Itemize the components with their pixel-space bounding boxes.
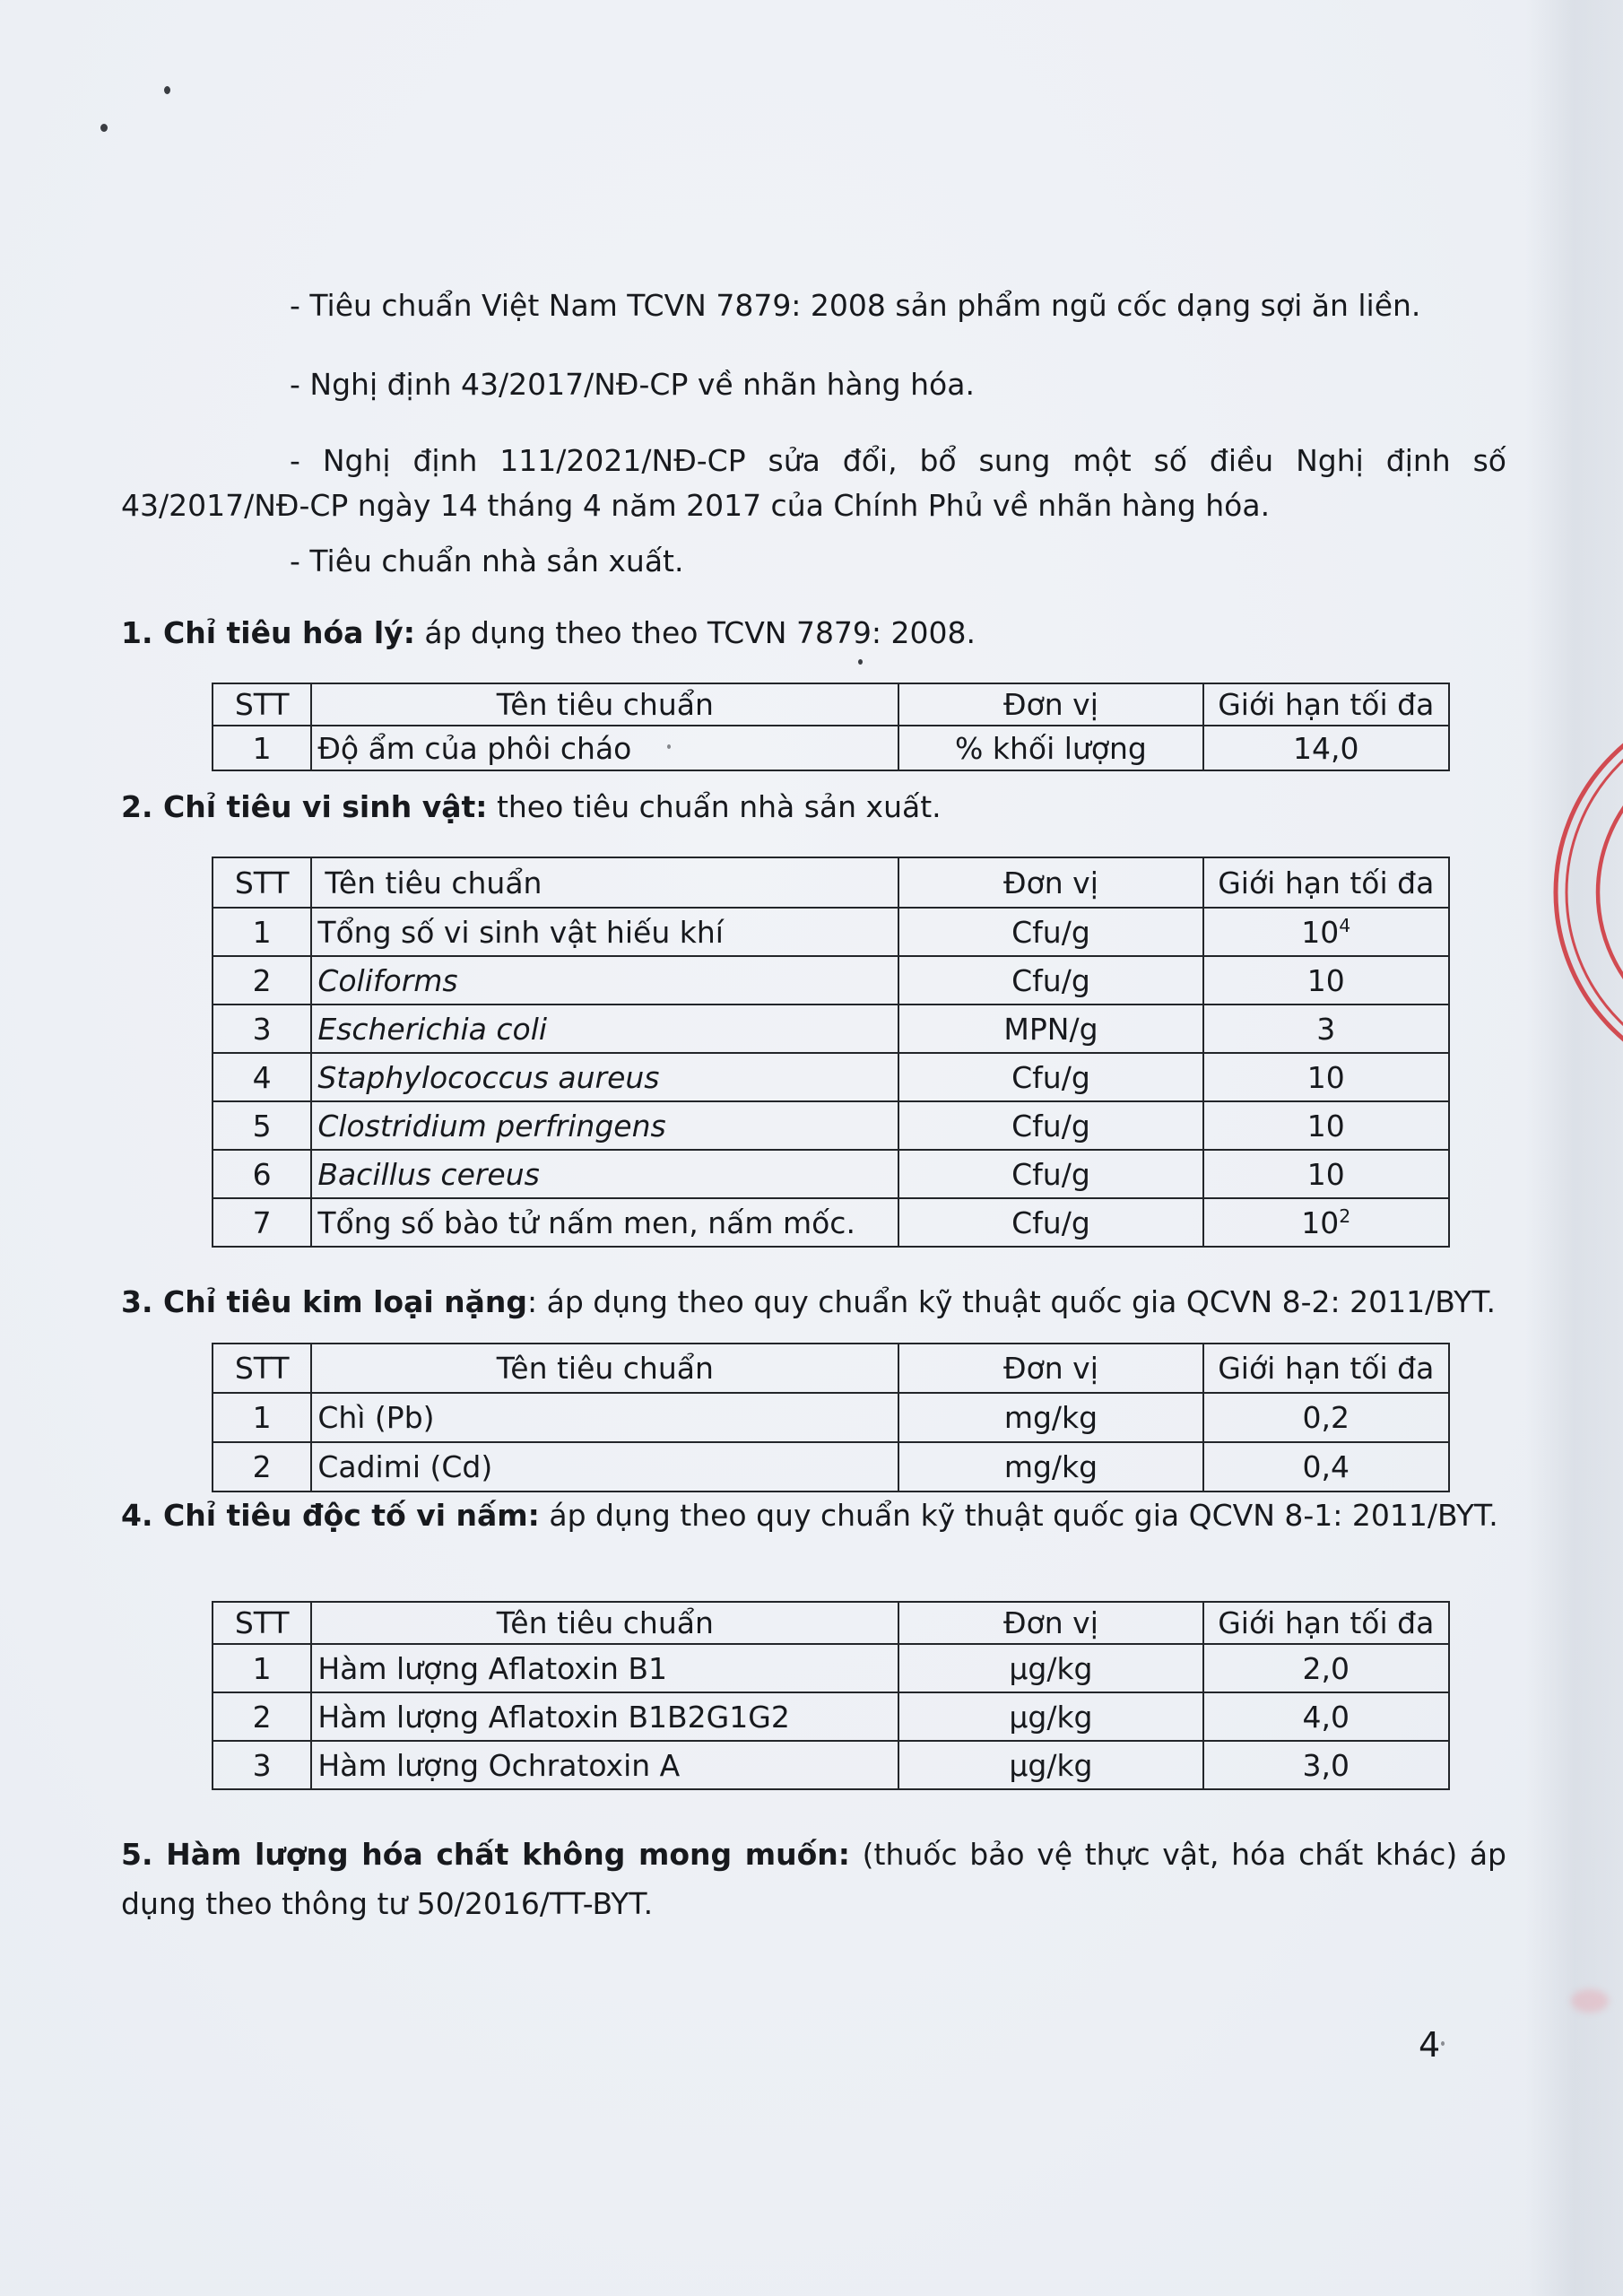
table-header-row <box>213 857 1449 908</box>
cell-name: Escherichia coli <box>311 1004 898 1053</box>
cell-name: Clostridium perfringens <box>311 1101 898 1150</box>
cell-stt: 1 <box>213 908 311 956</box>
stamp <box>1488 735 1623 1058</box>
section-5-text: (thuốc bảo vệ thực vật, hóa chất khác) áp dụng theo thông tư 50/2016/TT-BYT. <box>121 1837 1506 1922</box>
cell-unit: Cfu/g <box>898 908 1202 956</box>
cell-unit: Cfu/g <box>898 1053 1202 1101</box>
col-header-limit: Giới hạn tối đa <box>1203 1602 1449 1644</box>
col-header-name: Tên tiêu chuẩn <box>311 1602 898 1644</box>
cell-unit: Cfu/g <box>898 1198 1202 1247</box>
cell-unit: mg/kg <box>898 1393 1202 1442</box>
limit-value: 10 <box>1301 914 1340 950</box>
section-heading-4 <box>121 1491 1506 1540</box>
cell-stt: 2 <box>213 1692 311 1741</box>
table-header-row <box>213 683 1449 726</box>
table-physico-chemical <box>212 683 1450 771</box>
cell-unit: Cfu/g <box>898 956 1202 1004</box>
table-microbiological <box>212 857 1450 1248</box>
table-row <box>213 956 1449 1004</box>
cell-limit: 3,0 <box>1203 1741 1449 1789</box>
cell-stt: 2 <box>213 956 311 1004</box>
cell-limit <box>1203 1053 1449 1101</box>
cell-limit: 2,0 <box>1203 1644 1449 1692</box>
section-4-label: 4. Chỉ tiêu độc tố vi nấm: <box>121 1498 540 1533</box>
stamp-outer-ring <box>1556 735 1623 1058</box>
cell-name: Hàm lượng Aflatoxin B1B2G1G2 <box>311 1692 898 1741</box>
section-5-label: 5. Hàm lượng hóa chất không mong muốn: <box>121 1837 850 1872</box>
table-row <box>213 726 1449 770</box>
limit-value: 10 <box>1306 1108 1345 1144</box>
col-header-limit: Giới hạn tối đa <box>1203 1344 1449 1393</box>
table-row <box>213 1150 1449 1198</box>
section-heading-2 <box>121 782 1506 831</box>
cell-unit: mg/kg <box>898 1442 1202 1492</box>
cell-unit: µg/kg <box>898 1741 1202 1789</box>
col-header-name: Tên tiêu chuẩn <box>311 1344 898 1393</box>
paragraph-standard-tcvn: - Tiêu chuẩn Việt Nam TCVN 7879: 2008 sản phẩm ngũ cốc dạng sợi ăn liền. <box>290 288 1421 323</box>
section-heading-5 <box>121 1830 1506 1929</box>
cell-stt: 3 <box>213 1004 311 1053</box>
cell-name: Tổng số bào tử nấm men, nấm mốc. <box>311 1198 898 1247</box>
cell-unit: MPN/g <box>898 1004 1202 1053</box>
col-header-unit: Đơn vị <box>898 683 1202 726</box>
cell-name: Cadimi (Cd) <box>311 1442 898 1492</box>
table-row <box>213 1442 1449 1492</box>
cell-name: Tổng số vi sinh vật hiếu khí <box>311 908 898 956</box>
section-4-text: áp dụng theo quy chuẩn kỹ thuật quốc gia QCVN 8-1: 2011/BYT. <box>539 1498 1498 1533</box>
cell-unit: Cfu/g <box>898 1150 1202 1198</box>
cell-stt: 1 <box>213 1393 311 1442</box>
stamp-inner-ring <box>1598 742 1623 1043</box>
cell-limit <box>1203 1004 1449 1053</box>
cell-name: Coliforms <box>311 956 898 1004</box>
cell-unit: µg/kg <box>898 1692 1202 1741</box>
col-header-limit: Giới hạn tối đa <box>1203 857 1449 908</box>
stamp-middle-ring <box>1567 735 1623 1058</box>
cell-limit <box>1203 1198 1449 1247</box>
section-3-label: 3. Chỉ tiêu kim loại nặng <box>121 1284 528 1319</box>
scan-speck <box>100 124 108 132</box>
section-1-text: áp dụng theo theo TCVN 7879: 2008. <box>414 615 976 650</box>
table-heavy-metals <box>212 1343 1450 1492</box>
cell-limit: 14,0 <box>1203 726 1449 770</box>
table-header-row <box>213 1602 1449 1644</box>
cell-name: Hàm lượng Ochratoxin A <box>311 1741 898 1789</box>
cell-limit: 0,2 <box>1203 1393 1449 1442</box>
page-number: 4 <box>1419 2025 1441 2065</box>
paragraph-manufacturer-standard: - Tiêu chuẩn nhà sản xuất. <box>290 544 684 578</box>
cell-limit: 4,0 <box>1203 1692 1449 1741</box>
table-mycotoxins <box>212 1601 1450 1790</box>
limit-value: 3 <box>1316 1011 1336 1047</box>
col-header-name: Tên tiêu chuẩn <box>311 683 898 726</box>
col-header-stt: STT <box>213 683 311 726</box>
cell-unit: % khối lượng <box>898 726 1202 770</box>
col-header-unit: Đơn vị <box>898 857 1202 908</box>
table-row <box>213 1644 1449 1692</box>
table-row <box>213 1004 1449 1053</box>
paragraph-decree-111: - Nghị định 111/2021/NĐ-CP sửa đổi, bổ sung một số điều Nghị định số 43/2017/NĐ-CP ngày 14 tháng 4 năm 2017 của Chính Phủ về nhãn hàng hóa. <box>121 443 1506 523</box>
cell-name: Hàm lượng Aflatoxin B1 <box>311 1644 898 1692</box>
col-header-limit: Giới hạn tối đa <box>1203 683 1449 726</box>
limit-value: 10 <box>1306 962 1345 998</box>
section-1-label: 1. Chỉ tiêu hóa lý: <box>121 615 415 650</box>
table-row <box>213 1101 1449 1150</box>
scan-speck <box>164 86 170 94</box>
table-row <box>213 1741 1449 1789</box>
cell-limit <box>1203 908 1449 956</box>
cell-unit: Cfu/g <box>898 1101 1202 1150</box>
cell-stt: 2 <box>213 1442 311 1492</box>
cell-limit <box>1203 1101 1449 1150</box>
section-heading-1 <box>121 608 1506 657</box>
scan-smudge <box>1571 1989 1609 2013</box>
cell-name: Staphylococcus aureus <box>311 1053 898 1101</box>
col-header-stt: STT <box>213 1344 311 1393</box>
stamp-graphic <box>1488 735 1623 1058</box>
limit-value: 10 <box>1306 1059 1345 1095</box>
table-row <box>213 1198 1449 1247</box>
col-header-unit: Đơn vị <box>898 1602 1202 1644</box>
scan-speck <box>858 659 863 665</box>
section-2-text: theo tiêu chuẩn nhà sản xuất. <box>487 789 942 824</box>
section-heading-3 <box>121 1277 1506 1326</box>
col-header-unit: Đơn vị <box>898 1344 1202 1393</box>
cell-stt: 7 <box>213 1198 311 1247</box>
scan-speck <box>1441 2041 1445 2046</box>
table-header-row <box>213 1344 1449 1393</box>
cell-stt: 5 <box>213 1101 311 1150</box>
cell-stt: 1 <box>213 726 311 770</box>
cell-stt: 6 <box>213 1150 311 1198</box>
col-header-stt: STT <box>213 1602 311 1644</box>
paragraph-decree-43: - Nghị định 43/2017/NĐ-CP về nhãn hàng hóa. <box>290 367 975 402</box>
cell-name: Độ ẩm của phôi cháo <box>311 726 898 770</box>
cell-stt: 4 <box>213 1053 311 1101</box>
col-header-stt: STT <box>213 857 311 908</box>
section-3-text: : áp dụng theo quy chuẩn kỹ thuật quốc gia QCVN 8-2: 2011/BYT. <box>527 1284 1496 1319</box>
col-header-name: Tên tiêu chuẩn <box>311 857 898 908</box>
limit-exponent: 4 <box>1339 914 1351 936</box>
cell-name: Bacillus cereus <box>311 1150 898 1198</box>
limit-exponent: 2 <box>1339 1205 1351 1227</box>
table-row <box>213 1393 1449 1442</box>
cell-limit <box>1203 956 1449 1004</box>
limit-value: 10 <box>1301 1205 1340 1240</box>
section-2-label: 2. Chỉ tiêu vi sinh vật: <box>121 789 488 824</box>
table-row <box>213 908 1449 956</box>
cell-name: Chì (Pb) <box>311 1393 898 1442</box>
table-row <box>213 1692 1449 1741</box>
limit-value: 10 <box>1306 1156 1345 1192</box>
cell-stt: 3 <box>213 1741 311 1789</box>
cell-stt: 1 <box>213 1644 311 1692</box>
table-row <box>213 1053 1449 1101</box>
cell-unit: µg/kg <box>898 1644 1202 1692</box>
cell-limit: 0,4 <box>1203 1442 1449 1492</box>
cell-limit <box>1203 1150 1449 1198</box>
